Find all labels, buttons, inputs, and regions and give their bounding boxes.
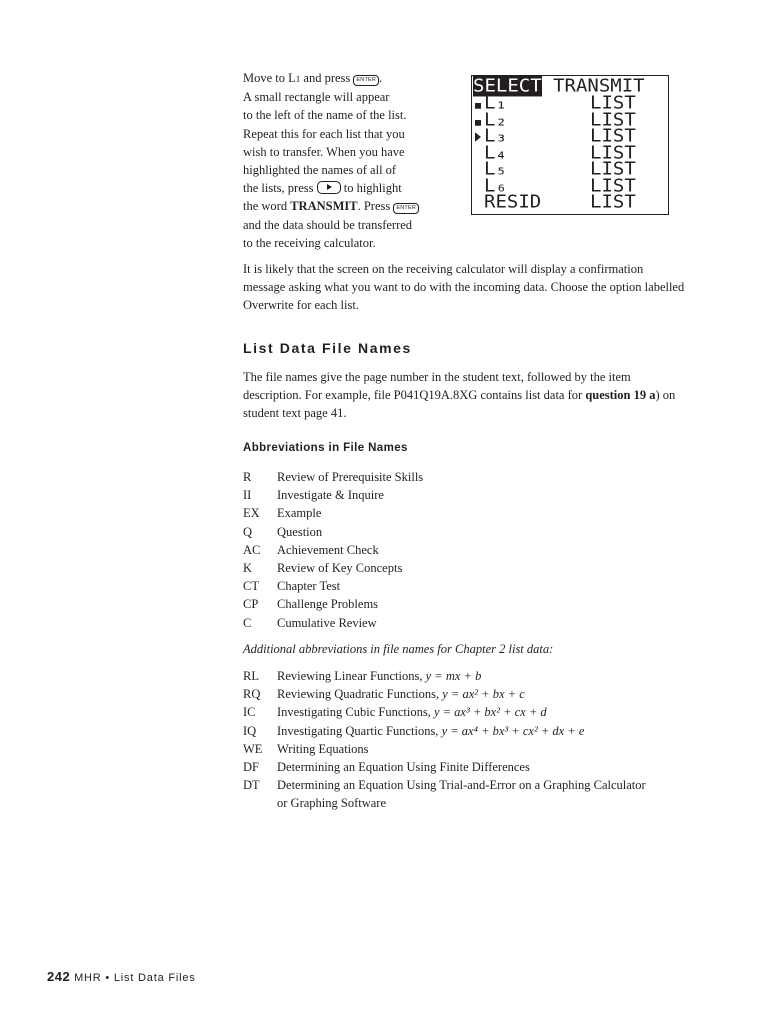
screen-list-type: LIST: [590, 142, 636, 163]
intro-line: and the data should be transferred: [243, 217, 413, 232]
intro-text: the lists, press: [243, 181, 317, 196]
enter-key-icon: ENTER: [393, 203, 419, 214]
intro-text: and press: [300, 71, 354, 85]
intro-line: [243, 197, 443, 215]
abbreviation-description-continued: or Graphing Software: [277, 796, 386, 811]
intro-line: highlighted the names of all of: [243, 163, 397, 178]
abbreviation-description: Review of Key Concepts: [277, 561, 403, 576]
file-names-paragraph: [243, 368, 688, 423]
intro-text: to highlight: [340, 181, 402, 196]
abbreviation-row: [243, 595, 703, 613]
enter-key-icon: ENTER: [353, 75, 379, 86]
page-number: 242: [47, 969, 71, 984]
abbreviation-code: RL: [243, 669, 259, 683]
selected-square-icon: [472, 95, 484, 111]
cursor-triangle-icon: [472, 128, 484, 144]
calculator-screen: [471, 75, 669, 215]
screen-list-name: L₄: [484, 142, 507, 163]
abbreviation-description: Determining an Equation Using Trial-and-Error on a Graphing Calculator: [277, 778, 646, 793]
abbreviations-list: [243, 468, 703, 632]
para-text: ) on student text page 41.: [243, 388, 676, 421]
intro-subscript: 1: [295, 74, 301, 84]
screen-list-type: LIST: [590, 175, 636, 196]
intro-line: [243, 69, 443, 88]
screen-select-tab: SELECT: [473, 75, 542, 97]
abbreviation-description: Cumulative Review: [277, 615, 377, 630]
abbreviation-row: [243, 541, 703, 559]
abbreviation-description: Investigating Cubic Functions,: [277, 705, 434, 720]
intro-text: .: [379, 71, 383, 85]
screen-list-row: [472, 191, 636, 213]
screen-list-name: RESID: [484, 191, 542, 213]
intro-line: Repeat this for each list that you: [243, 126, 405, 141]
intro-line: wish to transfer. When you have: [243, 144, 405, 159]
screen-list-type: LIST: [590, 109, 636, 130]
abbreviation-row: [243, 577, 703, 595]
confirmation-paragraph: It is likely that the screen on the receiving calculator will display a confirmation message asking what you want to do with the incoming data. Choose the option labelled Overwrite for each list.: [243, 262, 685, 313]
abbreviation-description: Investigating Quartic Functions,: [277, 723, 442, 738]
abbreviation-row: [243, 504, 703, 522]
intro-text: Move to L: [243, 71, 296, 85]
footer-text: MHR • List Data Files: [74, 972, 196, 984]
intro-line: to the left of the name of the list.: [243, 108, 407, 123]
equation: y = ax⁴ + bx³ + cx² + dx + e: [441, 723, 585, 738]
abbreviation-description: Writing Equations: [277, 741, 369, 756]
intro-line: A small rectangle will appear: [243, 90, 390, 105]
abbreviation-row: [243, 758, 713, 776]
abbreviation-row: [243, 667, 713, 685]
abbreviation-code: R: [243, 470, 252, 484]
abbreviation-code: IQ: [243, 723, 257, 738]
screen-list-name: L₆: [484, 175, 507, 196]
abbreviation-row: [243, 486, 703, 504]
abbreviation-description: Reviewing Linear Functions,: [277, 669, 426, 683]
equation: y = ax² + bx + c: [442, 687, 525, 702]
additional-note: Additional abbreviations in file names for Chapter 2 list data:: [243, 642, 554, 656]
equation: y = mx + b: [425, 669, 482, 683]
abbreviation-row: [243, 776, 713, 794]
abbreviation-description: Review of Prerequisite Skills: [277, 470, 424, 484]
abbreviation-code: II: [243, 488, 252, 503]
abbreviation-code: AC: [243, 542, 261, 557]
intro-text: the word: [243, 199, 291, 214]
intro-line: to the receiving calculator.: [243, 235, 376, 250]
abbreviation-description: Investigate & Inquire: [277, 488, 384, 503]
para-text: The file names give the page number in the student text, followed by the item description. For example, file P041Q19A.8XG contains list data for: [243, 370, 631, 403]
abbreviation-description: Example: [277, 506, 322, 521]
abbreviation-row: [243, 468, 703, 486]
abbreviation-description: Question: [277, 524, 323, 539]
abbreviation-code: EX: [243, 506, 260, 521]
intro-line: [243, 179, 443, 197]
intro-paragraph: [243, 69, 443, 252]
abbreviation-description: Achievement Check: [277, 542, 379, 557]
right-arrow-key-icon: [317, 181, 341, 194]
abbreviation-row: [243, 740, 713, 758]
abbreviation-code: C: [243, 615, 252, 630]
screen-list-type: LIST: [590, 191, 636, 213]
transmit-word: TRANSMIT: [290, 199, 358, 214]
intro-text: . Press: [357, 199, 394, 214]
screen-list-name: L₁: [484, 92, 507, 114]
equation: y = ax³ + bx² + cx + d: [433, 705, 547, 720]
abbreviation-code: CT: [243, 579, 259, 594]
abbreviation-code: K: [243, 561, 253, 576]
screen-list-type: LIST: [590, 158, 636, 180]
page-footer: [47, 969, 196, 984]
screen-list-name: L₃: [484, 125, 507, 147]
abbreviation-code: IC: [243, 705, 256, 720]
abbreviation-description: Challenge Problems: [277, 597, 379, 612]
abbreviation-description: Determining an Equation Using Finite Differences: [277, 760, 530, 775]
section-heading: List Data File Names: [243, 340, 412, 356]
abbreviation-row: [243, 685, 713, 703]
abbreviation-row: [243, 559, 703, 577]
question-ref: question 19 a: [585, 388, 656, 403]
chapter2-abbreviations-list: [243, 667, 713, 813]
abbreviation-description: Reviewing Quadratic Functions,: [277, 687, 443, 702]
abbreviation-description: Chapter Test: [277, 579, 341, 594]
screen-list-name: L₅: [484, 158, 507, 180]
abbreviations-subheading: Abbreviations in File Names: [243, 442, 408, 454]
abbreviation-row: [243, 523, 703, 541]
abbreviation-code: RQ: [243, 687, 261, 702]
abbreviation-row: [243, 722, 713, 740]
abbreviation-row: [243, 614, 703, 632]
abbreviation-code: DT: [243, 778, 260, 793]
selected-square-icon: [472, 112, 484, 128]
abbreviation-code: Q: [243, 524, 253, 539]
screen-list-type: LIST: [590, 125, 636, 147]
abbreviation-code: DF: [243, 760, 259, 775]
abbreviation-code: WE: [243, 741, 263, 756]
screen-list-type: LIST: [590, 92, 636, 114]
abbreviation-row: [243, 703, 713, 721]
screen-list-name: L₂: [484, 109, 507, 130]
screen-transmit-tab: TRANSMIT: [553, 75, 645, 97]
abbreviation-code: CP: [243, 597, 259, 612]
